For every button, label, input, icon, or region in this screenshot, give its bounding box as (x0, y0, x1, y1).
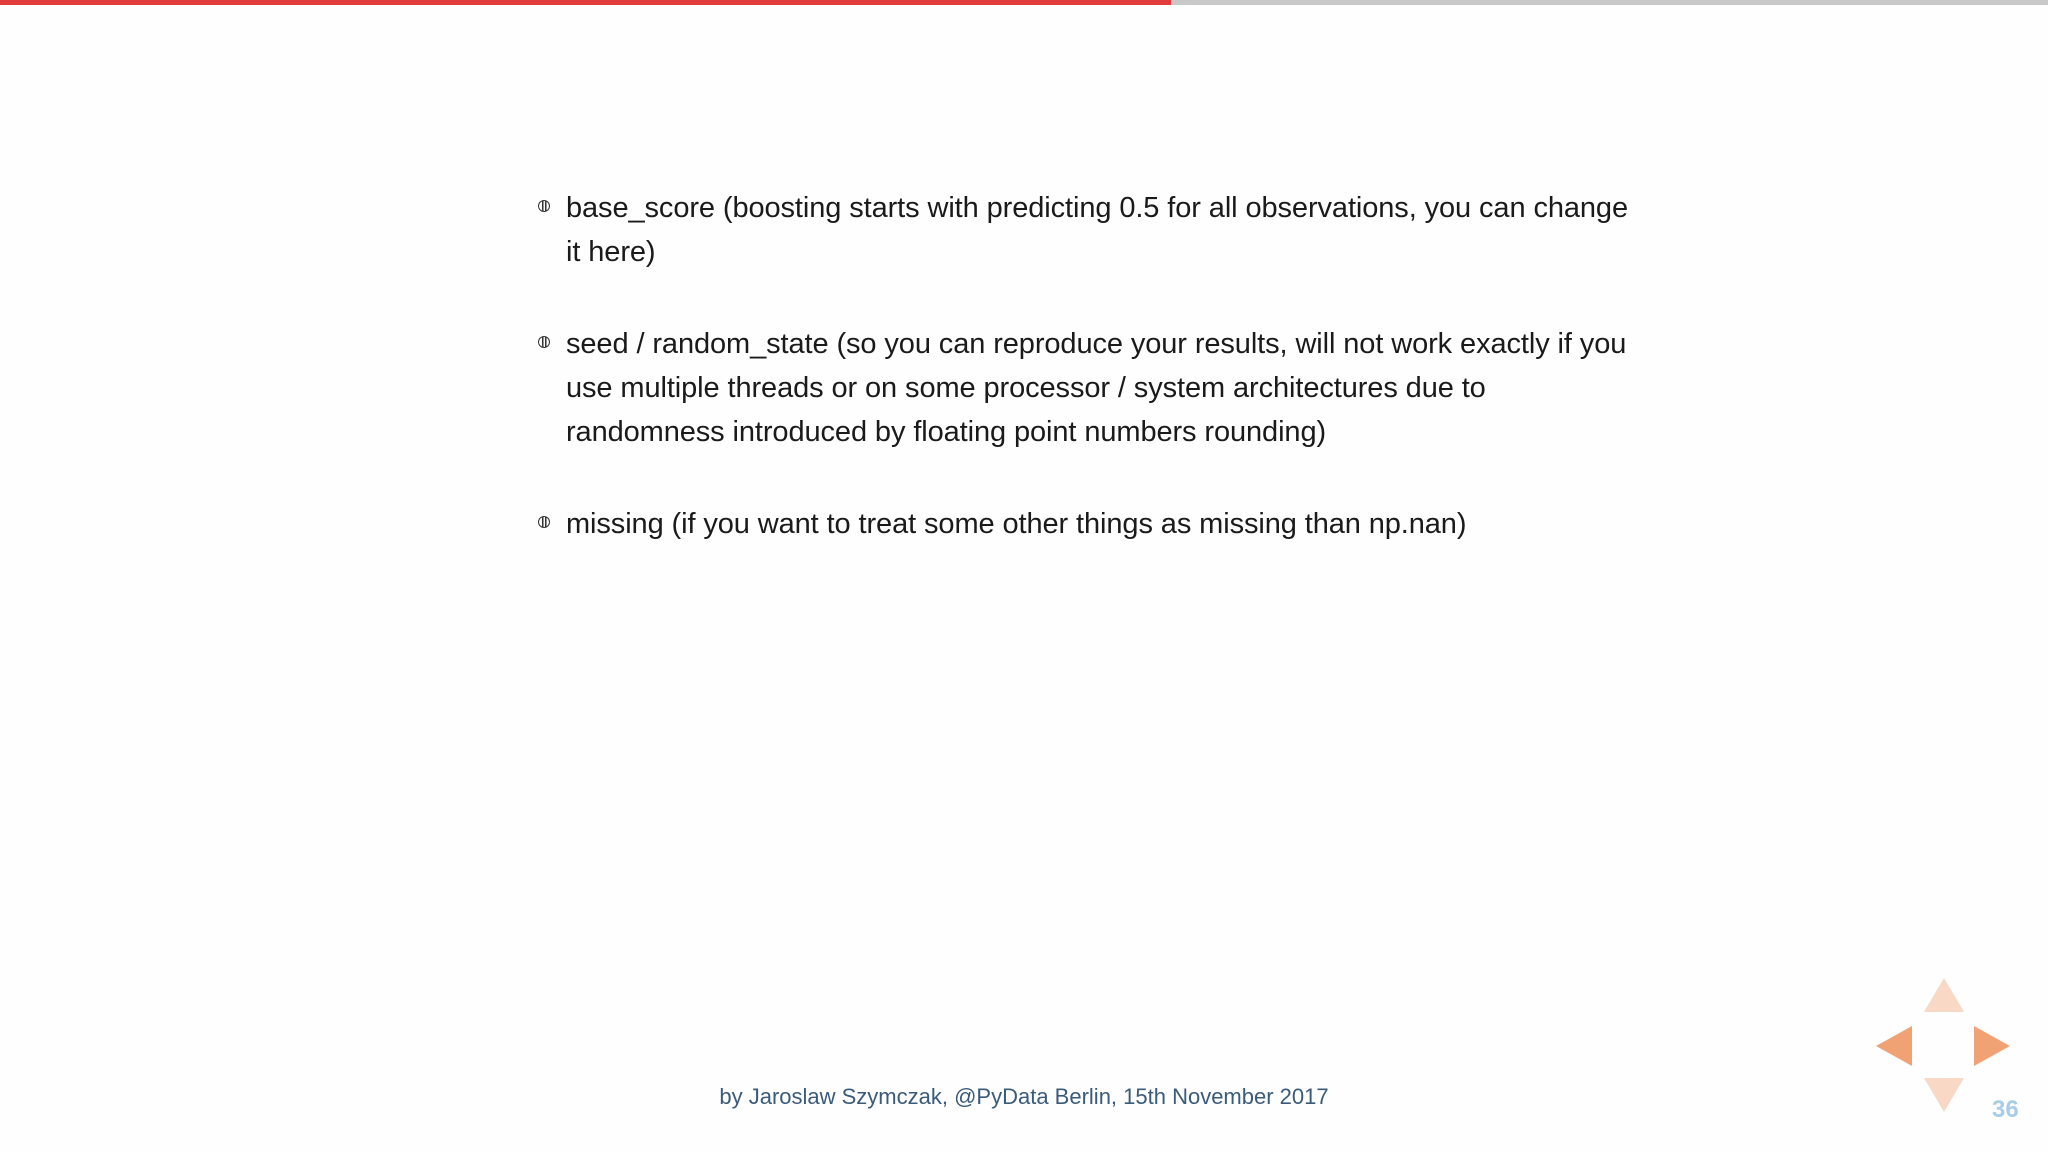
bullet-text: missing (if you want to treat some other things as missing than np.nan) (566, 508, 1467, 540)
bullet-item (538, 322, 1638, 454)
bullet-icon (538, 336, 550, 348)
navigation-controls (1872, 978, 2012, 1118)
arrow-down-icon[interactable] (1924, 1078, 1964, 1112)
arrow-up-icon[interactable] (1924, 978, 1964, 1012)
slide-content (538, 186, 1638, 594)
progress-bar (0, 0, 2048, 5)
bullet-item (538, 186, 1638, 274)
bullet-icon (538, 200, 550, 212)
bullet-text: seed / random_state (so you can reproduce your results, will not work exactly if you use multiple threads or on some processor / system architectures due to randomness introduced by floating point numbers rounding) (566, 328, 1627, 448)
bullet-list (538, 186, 1638, 546)
footer-credit: by Jaroslaw Szymczak, @PyData Berlin, 15th November 2017 (719, 1084, 1329, 1109)
bullet-text: base_score (boosting starts with predicting 0.5 for all observations, you can change it here) (566, 192, 1628, 268)
slide-number: 36 (1992, 1096, 2019, 1123)
progress-fill (0, 0, 1171, 5)
arrow-left-icon[interactable] (1876, 1026, 1912, 1066)
bullet-item (538, 502, 1638, 546)
bullet-icon (538, 516, 550, 528)
arrow-right-icon[interactable] (1974, 1026, 2010, 1066)
